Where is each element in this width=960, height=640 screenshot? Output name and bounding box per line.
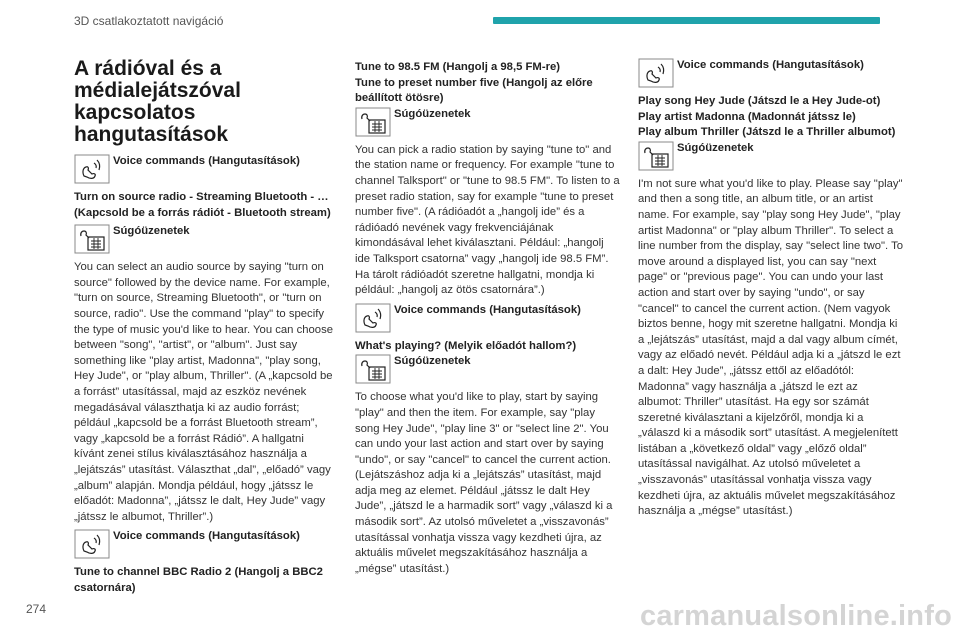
command-text: Play album Thriller (Játszd le a Thriller albumot) bbox=[638, 126, 896, 139]
help-messages-heading bbox=[74, 224, 336, 254]
help-text: To choose what you'd like to play, start by saying "play" and then the item. For example, say "play song Hey Jude", "play line 3" or "select line 2". You can undo your last action and start over by saying "undo", or say "cancel" to cancel the current action. (Lejátszáshoz adja ki a „lejátszás” utasítást, majd adja meg az elemet. Például „játssz le dalt Hey Jude”, „játszd le a harmadik sort” vagy „válaszd ki a második sort”. Az utolsó műveletet a „visszavonás” utasítással vonhatja vissza vagy kezdheti újra, az aktuális művelet megszakításához használja a „mégse” utasítást.) bbox=[355, 391, 613, 575]
section-title: A rádióval és a médialejátszóval kapcsolatos hangutasítások bbox=[74, 57, 241, 146]
command-text: Tune to channel BBC Radio 2 (Hangolj a BBC2 csatornára) bbox=[74, 566, 323, 594]
help-messages-label: Súgóüzenetek bbox=[394, 355, 471, 368]
column-1 bbox=[74, 58, 336, 596]
header-accent-bar bbox=[493, 17, 880, 24]
voice-commands-label: Voice commands (Hangutasítások) bbox=[113, 530, 300, 543]
help-message-icon bbox=[355, 107, 391, 137]
command-text: What's playing? (Melyik előadót hallom?) bbox=[355, 339, 577, 352]
column-3 bbox=[638, 58, 904, 524]
header-title: 3D csatlakoztatott navigáció bbox=[74, 14, 224, 28]
help-messages-label: Súgóüzenetek bbox=[677, 141, 754, 154]
help-messages-heading bbox=[355, 107, 621, 137]
voice-commands-heading bbox=[638, 58, 904, 88]
column-2 bbox=[355, 60, 621, 581]
voice-commands-label: Voice commands (Hangutasítások) bbox=[677, 59, 864, 71]
help-messages-label: Súgóüzenetek bbox=[113, 225, 190, 238]
command-text: Tune to preset number five (Hangolj az előre beállított ötösre) bbox=[355, 76, 593, 105]
page-number: 274 bbox=[26, 602, 47, 616]
help-text: You can select an audio source by saying "turn on source" followed by the device name. For example, "turn on source, Streaming Bluetooth", or "turn on source, radio". Use the command "play" to specify the type of music you'd like to hear. You can choose between "song", "artist", or "album". Just say something like "play artist, Madonna", "play song, Hey Jude", or "play album, Thriller". (A „kapcsold be a forrást” utasítással, majd az eszköz nevének megadásával választhatja ki az audio forrást; például „kapcsold be a forrást Bluetooth stream”, vagy „kapcsold be a forrást Rádió”. A hallgatni kívánt zenei stílus kiválasztásához használja a „lejátszás” utasítást. Választhat „dal”, „előadó” vagy „album” alapján. Mondja például, hogy „játssz le előadót: Madonna”, „játssz le dalt, Hey Jude” vagy „játssz le albumot, Thriller”.) bbox=[74, 261, 334, 523]
help-text: You can pick a radio station by saying "tune to" and the station name or frequency. For example "tune to channel Talksport" or "tune to 98.5 FM". To listen to a preset radio station, say for example "tune to preset number five". (A rádióadót a „hangolj ide” és a rádióadó nevének vagy frekvenciájának kimondásával lehet kiválasztani. Például: „hangolj ide Talksport csatorna” vagy „hangolj ide 98.5 FM”. Ha tárolt rádióadót szeretne hallgatni, mondja ki például: „hangolj az ötös csatornára”.) bbox=[355, 143, 620, 297]
voice-command-icon bbox=[74, 529, 110, 559]
command-text: Tune to 98.5 FM (Hangolj a 98,5 FM-re) bbox=[355, 61, 561, 73]
command-text: Play song Hey Jude (Játszd le a Hey Jude-ot) bbox=[638, 95, 881, 107]
help-text: I'm not sure what you'd like to play. Please say "play" and then a song title, an album title, or an artist name. For example, say "play song Hey Jude", "play artist Madonna" or "play album Thriller". To select a line number from the display, say "select line two". To move around a displayed list, you can say "next page" or "previous page". You can undo your last action and start over by saying "undo", or say "cancel" to cancel the current action. (Nem vagyok biztos benne, hogy mit szeretne hallgatni. Mondja ki a „lejátszás” utasítást, majd a dal vagy album címét, vagy az előadó nevét. Például adja ki a „játszd le ezt a dalt: Hey Jude”, „játssz ettől az előadótól: Madonna” vagy használja a „játszd le ezt az albumot: Thriller” utasítást. Ha egy sor számát szeretné kiválasztani a kijelzőről, mondja ki a „válaszd ki a második sort” utasítást. A megjelenített listában a „következő oldal” vagy „előző oldal” utasítással navigálhat. Az utolsó műveletet a „visszavonás” utasítással vonhatja vissza vagy kezdheti újra, az aktuális művelet megszakításához használja a „mégse” utasítást.) bbox=[638, 177, 904, 518]
help-messages-heading bbox=[638, 141, 904, 171]
help-message-icon bbox=[355, 354, 391, 384]
voice-commands-heading bbox=[74, 154, 336, 184]
voice-commands-heading bbox=[355, 303, 621, 333]
voice-commands-label: Voice commands (Hangutasítások) bbox=[113, 155, 300, 167]
help-messages-heading bbox=[355, 354, 621, 384]
help-message-icon bbox=[74, 224, 110, 254]
voice-command-icon bbox=[74, 154, 110, 184]
voice-commands-heading bbox=[74, 529, 336, 559]
voice-command-icon bbox=[638, 58, 674, 88]
help-messages-label: Súgóüzenetek bbox=[394, 107, 471, 120]
command-text: Turn on source radio - Streaming Bluetooth - … (Kapcsold be a forrás rádiót - Bluetooth stream) bbox=[74, 191, 331, 219]
help-message-icon bbox=[638, 141, 674, 171]
voice-command-icon bbox=[355, 303, 391, 333]
voice-commands-label: Voice commands (Hangutasítások) bbox=[394, 303, 581, 316]
watermark: carmanualsonline.info bbox=[640, 600, 952, 632]
command-text: Play artist Madonna (Madonnát játssz le) bbox=[638, 110, 856, 123]
